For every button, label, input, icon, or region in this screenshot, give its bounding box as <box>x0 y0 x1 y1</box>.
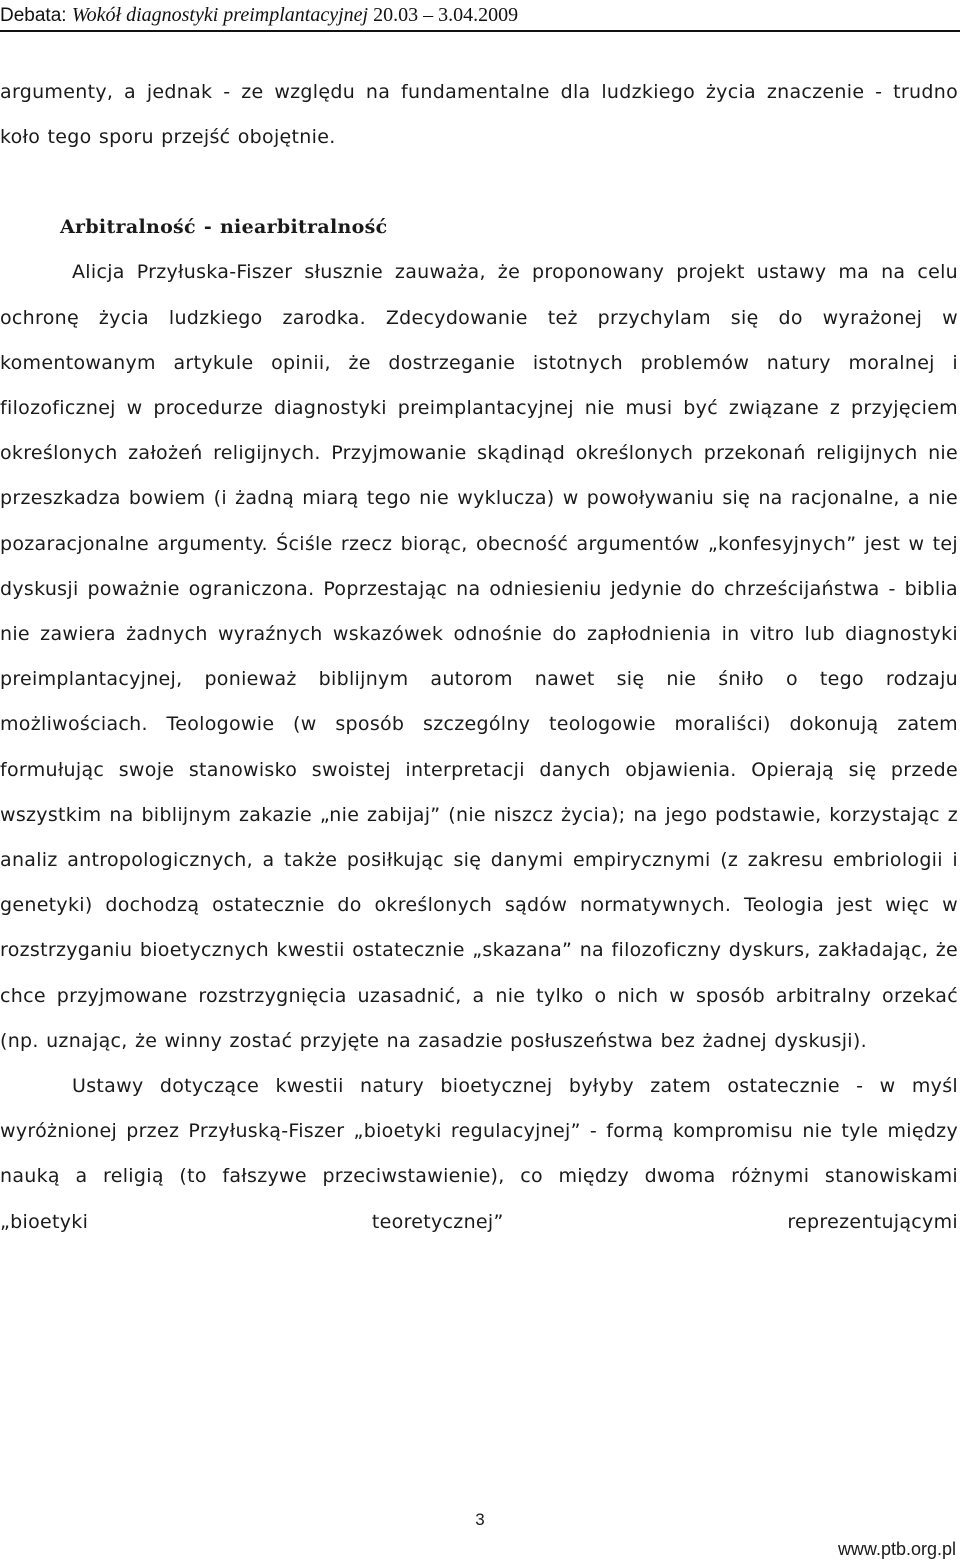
page-header <box>0 0 960 34</box>
header-divider <box>0 30 960 32</box>
header-title: Wokół diagnostyki preimplantacyjnej <box>71 4 369 26</box>
paragraph-gap <box>0 160 958 205</box>
paragraph-last: Ustawy dotyczące kwestii natury bioetycznej byłyby zatem ostatecznie - w myśl wyróżnionej przez Przyłuską-Fiszer „bioetyki regulacyjnej” - formą kompromisu nie tyle między nauką a religią (to fałszywe przeciwstawienie), co między dwoma różnymi stanowiskami „bioetyki teoretycznej” reprezentującymi <box>0 1075 958 1233</box>
paragraph-continuation: argumenty, a jednak - ze względu na fundamentalne dla ludzkiego życia znaczenie - trudno koło tego sporu przejść obojętnie. <box>0 81 958 149</box>
page-number: 3 <box>475 1510 485 1529</box>
document-body <box>0 70 958 1245</box>
header-dates: 20.03 – 3.04.2009 <box>368 4 519 26</box>
paragraph-main: Alicja Przyłuska-Fiszer słusznie zauważa, że proponowany projekt ustawy ma na celu ochronę życia ludzkiego zarodka. Zdecydowanie też przychylam się do wyrażonej w komentowanym artykule opinii, że dostrzeganie istotnych problemów natury moralnej i filozoficznej w procedurze diagnostyki preimplantacyjnej nie musi być związane z przyjęciem określonych założeń religijnych. Przyjmowanie skądinąd określonych przekonań religijnych nie przeszkadza bowiem (i żadną miarą tego nie wyklucza) w powoływaniu się na racjonalne, a nie pozaracjonalne argumenty. Ściśle rzecz biorąc, obecność argumentów „konfesyjnych” jest w tej dyskusji poważnie ograniczona. Poprzestając na odniesieniu jedynie do chrześcijaństwa - biblia nie zawiera żadnych wyraźnych wskazówek odnośnie do zapłodnienia in vitro lub diagnostyki preimplantacyjnej, ponieważ biblijnym autorom nawet się nie śniło o tego rodzaju możliwościach. Teologowie (w sposób szczególny teologowie moraliści) dokonują zatem formułując swoje stanowisko swoistej interpretacji danych objawienia. Opierają się przede wszystkim na biblijnym zakazie „nie zabijaj” (nie niszcz życia); na jego podstawie, korzystając z analiz antropologicznych, a także posiłkując się danymi empirycznymi (z zakresu embriologii i genetyki) dochodzą ostatecznie do określonych sądów normatywnych. Teologia jest więc w rozstrzyganiu bioetycznych kwestii ostatecznie „skazana” na filozoficzny dyskurs, zakładając, że chce przyjmowane rozstrzygnięcia uzasadnić, a nie tylko o nich w sposób arbitralny orzekać (np. uznając, że winny zostać przyjęte na zasadzie posłuszeństwa bez żadnej dyskusji). <box>0 261 958 1052</box>
header-prefix: Debata: <box>0 5 72 26</box>
footer-url: www.ptb.org.pl <box>837 1539 956 1559</box>
section-heading: Arbitralność - niearbitralność <box>60 216 388 239</box>
